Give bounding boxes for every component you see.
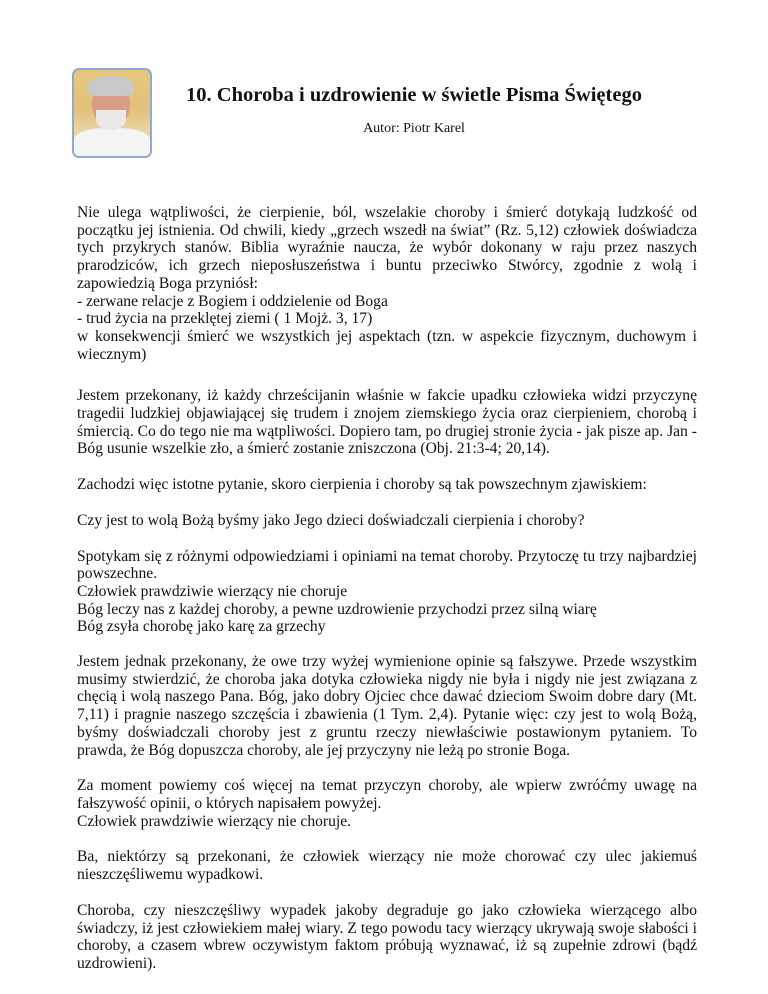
document-body: [77, 204, 697, 973]
text-line: Za moment powiemy coś więcej na temat przyczyn choroby, ale wpierw zwróćmy uwagę na fałszywość opinii, o których napisałem powyżej.: [77, 777, 697, 812]
paragraph: [77, 387, 697, 458]
paragraph: [77, 512, 697, 530]
photo-beard: [96, 110, 126, 130]
text-line: Zachodzi więc istotne pytanie, skoro cierpienia i choroby są tak powszechnym zjawiskiem:: [77, 476, 647, 494]
text-line: Człowiek prawdziwie wierzący nie choruje: [77, 582, 348, 600]
paragraph: [77, 548, 697, 637]
paragraph: [77, 902, 697, 973]
paragraph: [77, 476, 697, 494]
text-line: Człowiek prawdziwie wierzący nie choruje.: [77, 812, 352, 830]
text-line: Bóg zsyła chorobę jako karę za grzechy: [77, 618, 326, 636]
paragraph: [77, 204, 697, 363]
paragraph: [77, 777, 697, 830]
paragraph: [77, 848, 697, 883]
photo-hair: [88, 76, 134, 96]
text-line: Bóg leczy nas z każdej choroby, a pewne uzdrowienie przychodzi przez silną wiarę: [77, 600, 597, 618]
document-author: Autor: Piotr Karel: [363, 121, 465, 136]
author-photo: [72, 68, 152, 158]
text-line: Ba, niektórzy są przekonani, że człowiek wierzący nie może chorować czy ulec jakiemuś nieszczęśliwemu wypadkowi.: [77, 848, 697, 884]
text-line: w konsekwencji śmierć we wszystkich jej aspektach (tzn. w aspekcie fizycznym, duchowym i wiecznym): [77, 327, 697, 363]
paragraph: [77, 653, 697, 759]
document-title: 10. Choroba i uzdrowienie w świetle Pisma Świętego: [186, 84, 642, 106]
text-line: Nie ulega wątpliwości, że cierpienie, ból, wszelakie choroby i śmierć dotykają ludzkość od początku jej istnienia. Od chwili, kiedy „grzech wszedł na świat” (Rz. 5,12) człowiek doświadcza tych przykrych stanów. Biblia wyraźnie naucza, że wybór dokonany w raju przez naszych prarodziców, ich grzech nieposłuszeństwa i buntu przeciwko Stwórcy, zgodnie z wolą i zapowiedzią Boga przyniósł:: [77, 204, 697, 292]
text-line: Jestem przekonany, iż każdy chrześcijanin właśnie w fakcie upadku człowieka widzi przyczynę tragedii ludzkiej objawiającej się trudem i znojem ziemskiego życia oraz cierpieniem, chorobą i śmiercią. Co do tego nie ma wątpliwości. Dopiero tam, po drugiej stronie życia - jak pisze ap. Jan - Bóg usunie wszelkie zło, a śmierć zostanie zniszczona (Obj. 21:3-4; 20,14).: [77, 387, 697, 458]
text-line: Czy jest to wolą Bożą byśmy jako Jego dzieci doświadczali cierpienia i choroby?: [77, 511, 585, 529]
text-line: - trud życia na przeklętej ziemi ( 1 Mojż. 3, 17): [77, 310, 373, 328]
text-line: Choroba, czy nieszczęśliwy wypadek jakoby degraduje go jako człowieka wierzącego albo świadczy, iż jest człowiekiem małej wiary. Z tego powodu tacy wierzący ukrywają swoje słabości i choroby, a czasem wbrew oczywistym faktom próbują wyznawać, iż są zupełnie zdrowi (bądź uzdrowieni).: [77, 901, 697, 972]
photo-shirt: [74, 128, 150, 158]
text-line: Spotykam się z różnymi odpowiedziami i opiniami na temat choroby. Przytoczę tu trzy najbardziej powszechne.: [77, 547, 697, 583]
text-line: - zerwane relacje z Bogiem i oddzielenie od Boga: [77, 292, 388, 310]
text-line: Jestem jednak przekonany, że owe trzy wyżej wymienione opinie są fałszywe. Przede wszystkim musimy stwierdzić, że choroba jaka dotyka człowieka nigdy nie była i nigdy nie jest związana z chęcią i wolą naszego Pana. Bóg, jako dobry Ojciec chce dawać dzieciom Swoim dobre dary (Mt. 7,11) i pragnie naszego szczęścia i zbawienia (1 Tym. 2,4). Pytanie więc: czy jest to wolą Bożą, byśmy doświadczali choroby jest z gruntu rzeczy niewłaściwie postawionym pytaniem. To prawda, że Bóg dopuszcza choroby, ale jej przyczyny nie leżą po stronie Boga.: [77, 653, 697, 759]
